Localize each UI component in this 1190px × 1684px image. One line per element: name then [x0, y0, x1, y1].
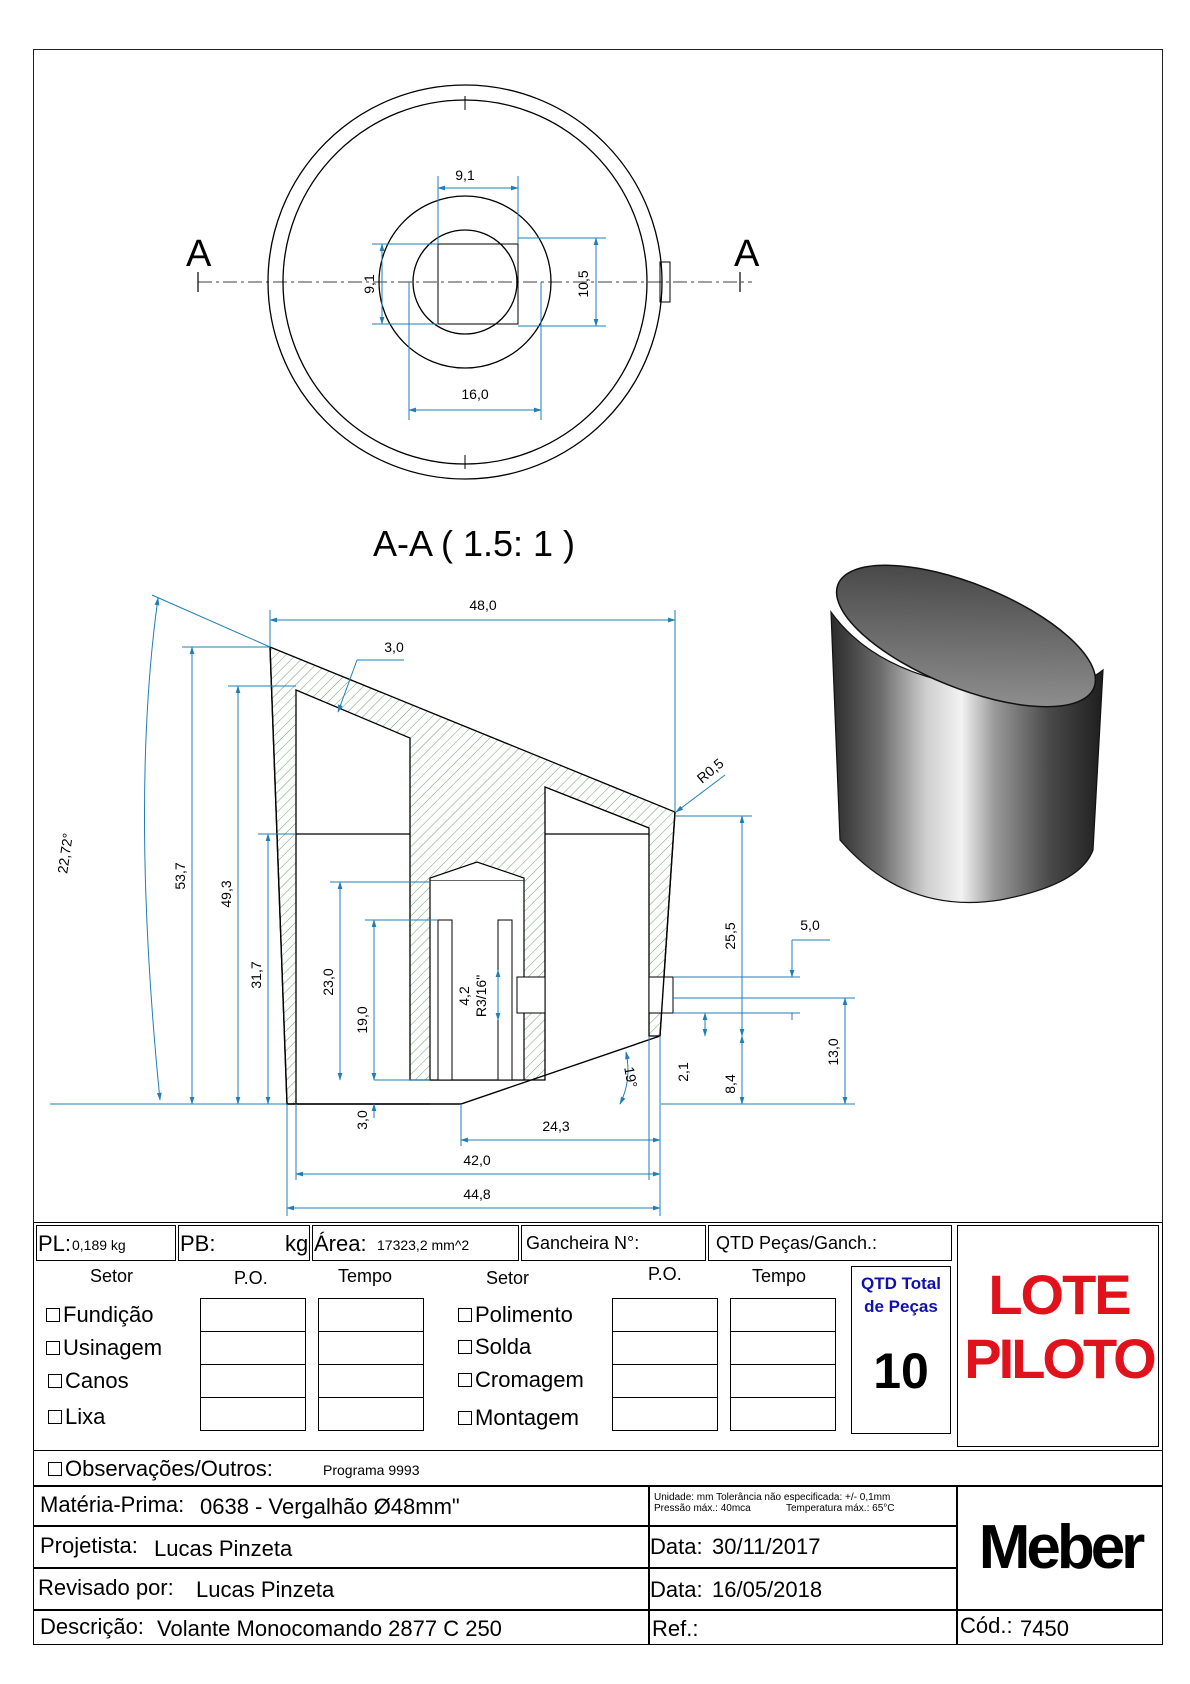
- dim-420: 42,0: [463, 1152, 491, 1168]
- section-marker-right: A: [734, 233, 760, 275]
- data2-label: Data:: [650, 1577, 703, 1602]
- data1-label: Data:: [650, 1534, 703, 1559]
- dim-230: 23,0: [320, 968, 336, 996]
- unit-note-2b: Temperatura máx.: 65°C: [786, 1503, 895, 1514]
- dim-21: 2,1: [675, 1062, 691, 1082]
- sector-cromagem[interactable]: Cromagem: [458, 1367, 584, 1393]
- dim-hub-diameter: 16,0: [461, 386, 489, 402]
- ref-label: Ref.:: [652, 1616, 699, 1641]
- pb-label: PB:: [180, 1231, 216, 1256]
- dim-243: 24,3: [542, 1118, 570, 1134]
- qtd-total-label-2: de Peças: [864, 1297, 938, 1316]
- col-setor-right: Setor: [486, 1268, 530, 1288]
- qtd-total-label-1: QTD Total: [861, 1274, 941, 1293]
- dim-top-width: 9,1: [455, 167, 475, 183]
- dim-wall-3: 3,0: [384, 639, 404, 655]
- cod-label: Cód.:: [960, 1613, 1013, 1638]
- col-tempo-left: Tempo: [338, 1266, 393, 1286]
- qtd-total-value: 10: [873, 1343, 929, 1399]
- area-label: Área:: [314, 1231, 367, 1256]
- dim-angle-2272: 22,72°: [54, 832, 76, 875]
- col-setor-left: Setor: [90, 1266, 134, 1286]
- dim-130: 13,0: [825, 1038, 841, 1066]
- data2-value: 16/05/2018: [712, 1577, 823, 1602]
- projetista-label: Projetista:: [40, 1533, 138, 1558]
- stamp-lote: LOTE: [988, 1263, 1130, 1326]
- pl-label: PL:: [38, 1231, 72, 1256]
- dim-537: 53,7: [172, 862, 188, 890]
- col-po-right: P.O.: [648, 1264, 682, 1284]
- cod-value: 7450: [1020, 1616, 1069, 1641]
- top-view-dimensions: [372, 176, 606, 420]
- meber-logo: Meber: [978, 1513, 1142, 1582]
- dim-bore-diameter: 10,5: [575, 270, 591, 298]
- pl-value: 0,189 kg: [72, 1237, 126, 1253]
- section-view: [270, 647, 675, 1104]
- sector-fundicao[interactable]: Fundição: [46, 1302, 154, 1328]
- dim-448: 44,8: [463, 1186, 491, 1202]
- dim-42: 4,2: [456, 986, 472, 1006]
- materia-label: Matéria-Prima:: [40, 1492, 185, 1517]
- unit-note-1: Unidade: mm Tolerância não especificada: +/- 0,1mm: [654, 1492, 891, 1503]
- revisado-label: Revisado por:: [38, 1575, 174, 1600]
- dim-r316: R3/16": [473, 974, 489, 1018]
- qtd-ganch-label: QTD Peças/Ganch.:: [716, 1233, 878, 1253]
- data1-value: 30/11/2017: [712, 1534, 821, 1559]
- dim-493: 49,3: [218, 880, 234, 908]
- col-po-left: P.O.: [234, 1268, 268, 1288]
- section-title: A-A ( 1.5: 1 ): [372, 523, 576, 564]
- dim-r05: R0,5: [693, 755, 727, 787]
- dim-190: 19,0: [354, 1006, 370, 1034]
- descricao-value: Volante Monocomando 2877 C 250: [157, 1616, 502, 1641]
- obs-value: Programa 9993: [323, 1462, 420, 1478]
- top-view: [198, 85, 752, 479]
- dim-317: 31,7: [248, 961, 264, 989]
- sector-solda[interactable]: Solda: [458, 1334, 531, 1360]
- materia-value: 0638 - Vergalhão Ø48mm": [200, 1494, 460, 1519]
- sector-montagem[interactable]: Montagem: [458, 1405, 579, 1431]
- dim-bottom-3: 3,0: [354, 1110, 370, 1130]
- part-3d-render: [819, 536, 1114, 902]
- sector-canos[interactable]: Canos: [48, 1368, 129, 1394]
- area-value: 17323,2 mm^2: [377, 1237, 470, 1253]
- dim-84: 8,4: [722, 1074, 738, 1094]
- gancheira-label: Gancheira N°:: [526, 1233, 640, 1253]
- sector-usinagem[interactable]: Usinagem: [46, 1335, 162, 1361]
- dim-top-height: 9,1: [361, 274, 377, 294]
- obs-label[interactable]: Observações/Outros:: [48, 1456, 273, 1482]
- sector-polimento[interactable]: Polimento: [458, 1302, 573, 1328]
- dim-50: 5,0: [800, 917, 820, 933]
- unit-note-2a: Pressão máx.: 40mca: [654, 1503, 751, 1514]
- dim-255: 25,5: [722, 922, 738, 950]
- sector-lixa[interactable]: Lixa: [48, 1404, 105, 1430]
- dim-48: 48,0: [469, 597, 497, 613]
- stamp-piloto: PILOTO: [964, 1327, 1154, 1390]
- section-marker-left: A: [186, 233, 212, 275]
- projetista-value: Lucas Pinzeta: [154, 1536, 293, 1561]
- pb-unit: kg: [285, 1231, 309, 1256]
- col-tempo-right: Tempo: [752, 1266, 807, 1286]
- dim-angle-19: 19°: [621, 1065, 641, 1089]
- square-bore: [438, 244, 518, 324]
- descricao-label: Descrição:: [40, 1614, 144, 1639]
- revisado-value: Lucas Pinzeta: [196, 1577, 335, 1602]
